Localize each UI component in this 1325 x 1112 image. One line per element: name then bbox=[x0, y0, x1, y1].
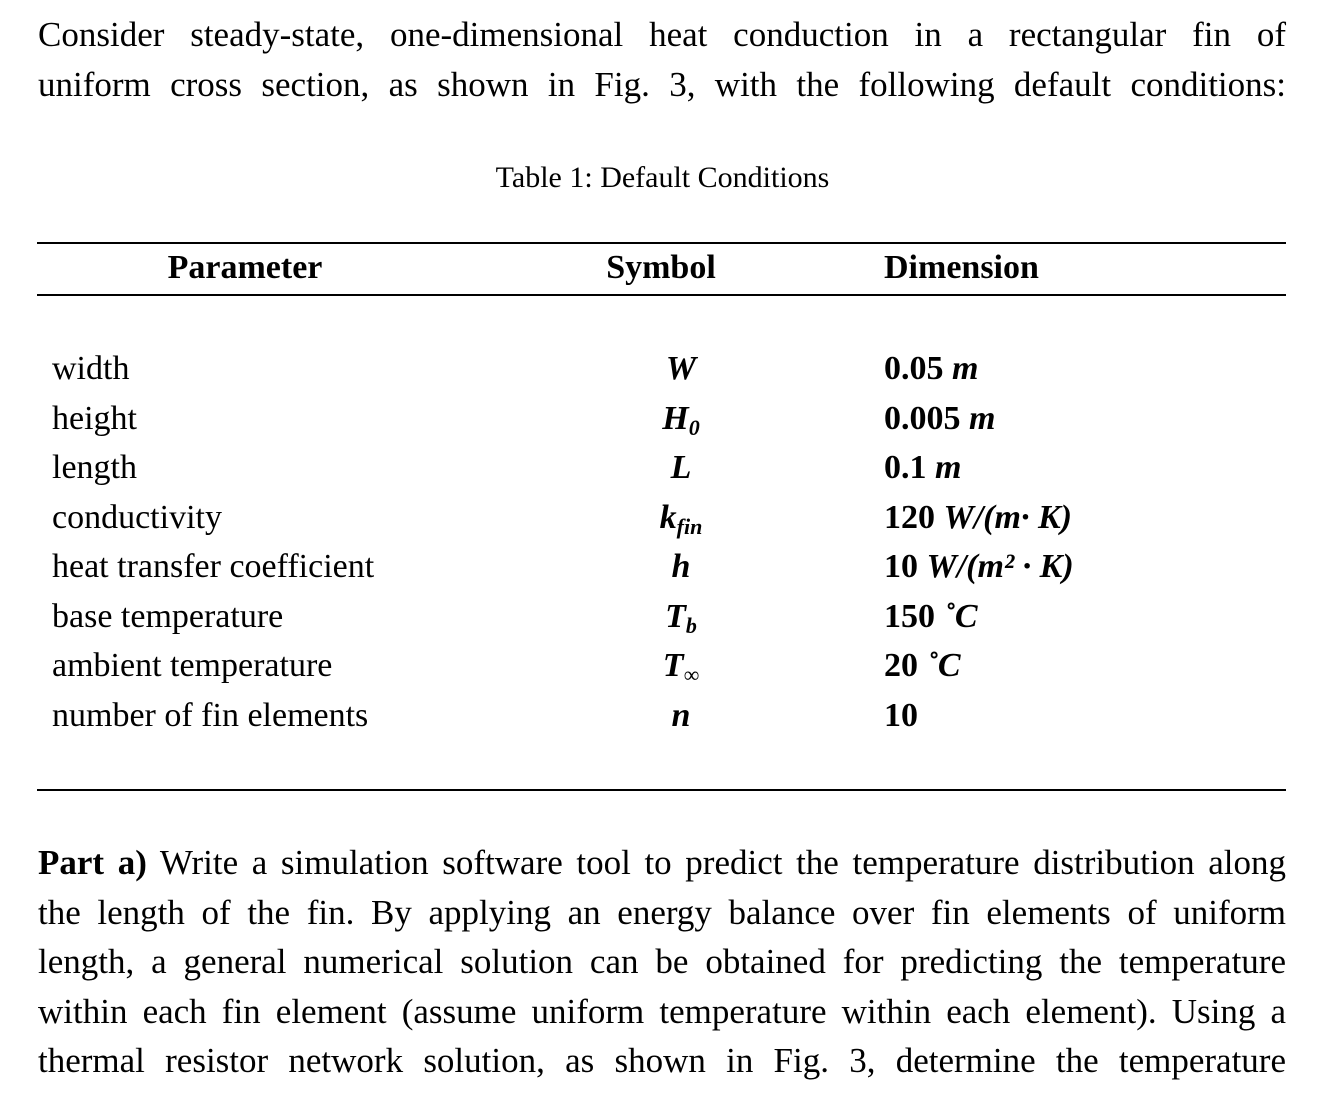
part-a-line: thermal resistor network solution, as shown in Fig. 3, determine the temperature bbox=[38, 1041, 1286, 1080]
part-a-line: the length of the fin. By applying an energy balance over fin elements of uniform bbox=[38, 892, 1286, 932]
parameter-cell: ambient temperature bbox=[52, 647, 333, 684]
table-row bbox=[0, 493, 1325, 543]
intro-line: Consider steady-state, one-dimensional heat conduction in a rectangular fin of bbox=[38, 15, 1286, 54]
parameter-cell: conductivity bbox=[52, 498, 222, 536]
symbol-cell: L bbox=[670, 449, 692, 486]
table-body bbox=[0, 344, 1325, 740]
part-a-line: within each fin element (assume uniform temperature within each element). Using a bbox=[38, 991, 1286, 1031]
parameter-cell: length bbox=[52, 449, 137, 486]
part-a-label: Part a) bbox=[38, 843, 147, 882]
dimension-cell: 150 ˚C bbox=[884, 597, 978, 635]
table-bottom-rule bbox=[37, 789, 1286, 791]
table-row bbox=[0, 691, 1325, 741]
table-row bbox=[0, 542, 1325, 592]
parameter-cell: heat transfer coefficient bbox=[52, 548, 375, 585]
parameter-cell: number of fin elements bbox=[52, 696, 369, 734]
table-row bbox=[0, 344, 1325, 394]
parameter-cell: width bbox=[52, 350, 130, 387]
header-symbol: Symbol bbox=[606, 249, 716, 286]
part-a-first-line-text: Write a simulation software tool to predict the temperature distribution along bbox=[146, 843, 1286, 882]
symbol-cell: $k_{fin}$ bbox=[659, 498, 703, 539]
part-a-line: length, a general numerical solution can be obtained for predicting the temperature bbox=[38, 942, 1286, 981]
dimension-cell: 0.05 m bbox=[884, 350, 979, 387]
table-row bbox=[0, 443, 1325, 493]
table-row bbox=[0, 641, 1325, 691]
part-a-paragraph bbox=[38, 838, 1286, 1086]
dimension-cell: 10 W/(m² · K) bbox=[884, 548, 1074, 585]
dimension-cell: 20 ˚C bbox=[884, 647, 961, 684]
header-dimension: Dimension bbox=[884, 249, 1039, 286]
table-row bbox=[0, 592, 1325, 642]
intro-paragraph bbox=[38, 10, 1286, 109]
symbol-cell: n bbox=[671, 696, 691, 734]
dimension-cell: 0.005 m bbox=[884, 399, 996, 437]
symbol-cell: $T_b$ bbox=[665, 597, 697, 638]
dimension-cell: 0.1 m bbox=[884, 449, 962, 486]
part-a-line bbox=[38, 838, 1286, 888]
parameter-cell: base temperature bbox=[52, 597, 284, 635]
symbol-cell: h bbox=[671, 548, 691, 585]
dimension-cell: 120 W/(m· K) bbox=[884, 498, 1072, 536]
symbol-cell: $H_0$ bbox=[662, 399, 700, 440]
table-caption: Table 1: Default Conditions bbox=[495, 161, 830, 194]
table-top-rule bbox=[37, 242, 1286, 244]
symbol-cell: W bbox=[665, 350, 697, 387]
intro-line: uniform cross section, as shown in Fig. 3, with the following default conditions: bbox=[38, 64, 1286, 104]
table-row bbox=[0, 394, 1325, 444]
table-header-rule bbox=[37, 294, 1286, 296]
parameter-cell: height bbox=[52, 399, 137, 437]
dimension-cell: 10 bbox=[884, 696, 918, 734]
symbol-cell: $T_\infty$ bbox=[662, 647, 700, 687]
header-parameter: Parameter bbox=[167, 249, 323, 286]
